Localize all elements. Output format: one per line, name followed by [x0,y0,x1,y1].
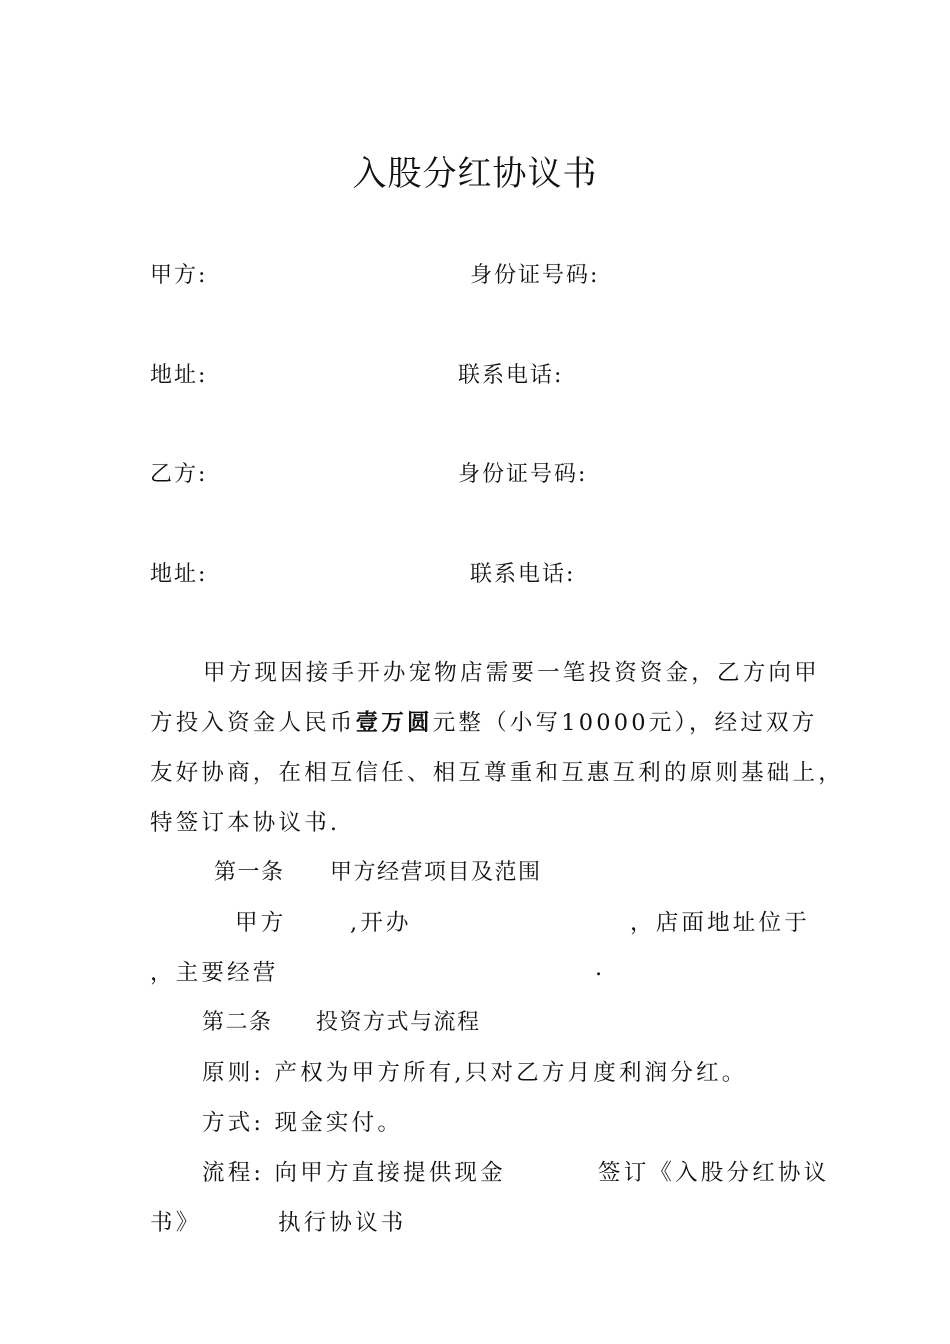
party-a-address-label: 地址: [150,363,208,388]
party-b-phone-label: 联系电话: [470,562,576,587]
article-2-process-sign: 签订《入股分红协议 [598,1160,830,1186]
article-2-process-execute: 执行协议书 [278,1210,407,1236]
intro-line-1: 甲方现因接手开办宠物店需要一笔投资资金，乙方向甲 [203,660,820,686]
article-2-principle: 原则: 产权为甲方所有,只对乙方月度利润分红。 [202,1060,748,1086]
article-1-open: ,开办 [350,910,412,936]
amount-in-words: 壹万圆 [355,710,433,736]
article-2-process: 流程: 向甲方直接提供现金 [202,1160,506,1186]
intro-line-2-pre: 方投入资金人民币 [150,710,356,736]
party-a-label: 甲方: [150,263,208,288]
intro-line-2 [150,705,817,737]
party-b-id-label: 身份证号码: [458,462,588,487]
party-b-address-label: 地址: [150,562,208,587]
article-1-business: ，主要经营 [150,960,279,986]
article-1-title: 甲方经营项目及范围 [330,860,542,885]
article-2-process-book: 书》 [150,1210,202,1236]
article-2-number: 第二条 [202,1010,273,1035]
document-title: 入股分红协议书 [352,154,598,194]
article-1-end: . [595,955,606,981]
article-2-method: 方式: 现金实付。 [202,1110,404,1136]
intro-line-4: 特签订本协议书. [150,810,341,836]
intro-line-2-post: 元整（小写10000元），经过双方 [432,710,818,736]
article-2-title: 投资方式与流程 [316,1010,481,1035]
article-1-number: 第一条 [214,860,285,885]
intro-line-3: 友好协商，在相互信任、相互尊重和互惠互利的原则基础上， [150,760,844,786]
party-a-id-label: 身份证号码: [470,263,600,288]
article-1-party: 甲方 [235,910,287,936]
article-1-address: ，店面地址位于 [630,910,810,936]
party-a-phone-label: 联系电话: [458,363,564,388]
party-b-label: 乙方: [150,462,208,487]
